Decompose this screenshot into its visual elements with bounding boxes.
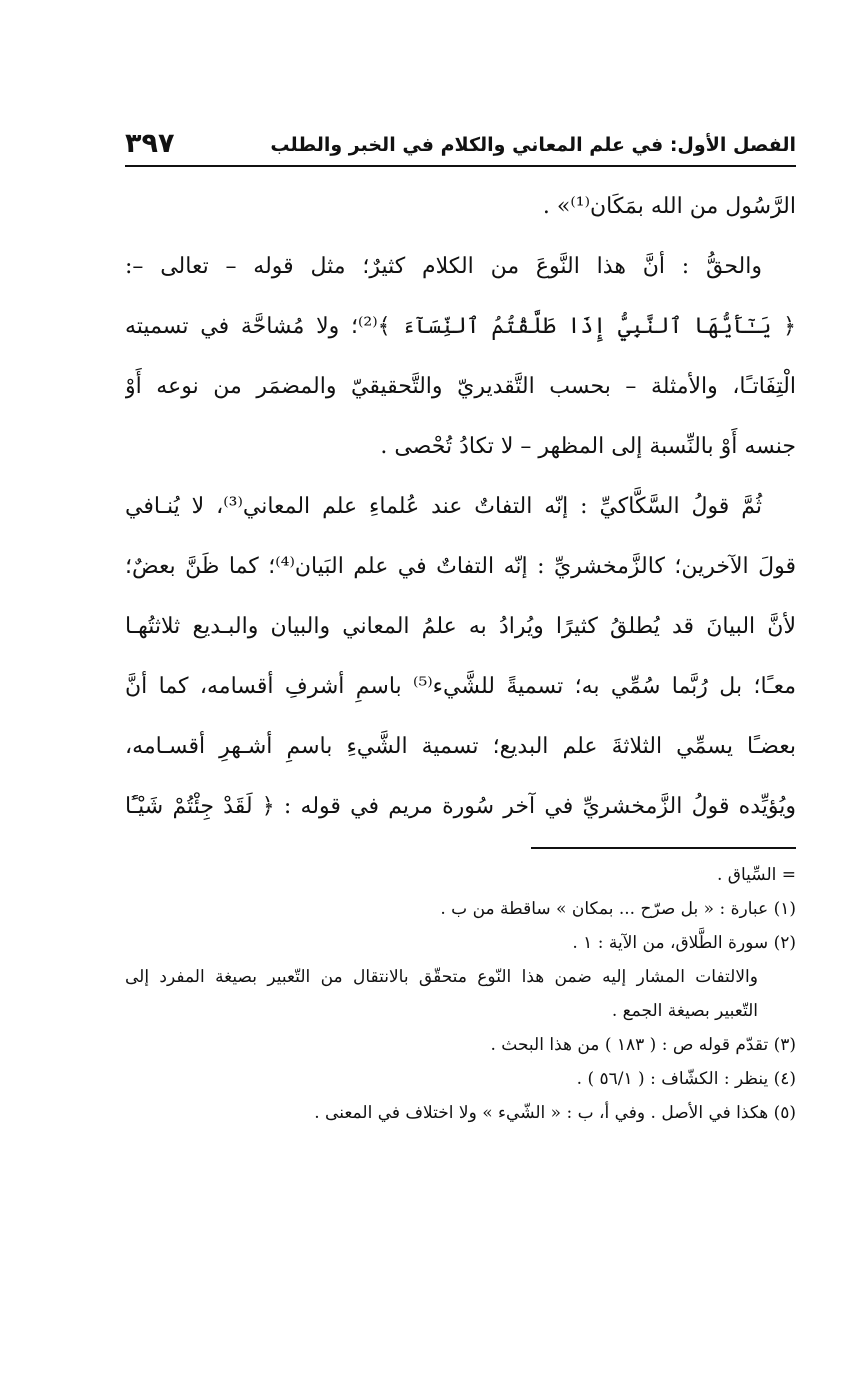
text-line: ثُمَّ قولُ السَّكَّاكيِّ : إنّه التفاتٌ عند عُلماءِ علم المعاني⁽³⁾، لا يُنـافي [125,494,762,519]
text-line: الْتِفَاتـًا، والأمثلة – بحسب التَّقديريّ والتَّحقيقيّ والمضمَر من نوعه أَوْ [125,374,796,399]
text-line: ﴿ يَـٰٓأَيُّهَا ٱلنَّبِيُّ إِذَا طَلَّقْتُمُ ٱلنِّسَآءَ ﴾⁽²⁾؛ ولا مُشاحَّة في تسميته [125,314,796,339]
running-header [125,128,796,164]
header-rule [125,165,796,167]
text-line: معـًا؛ بل رُبَّما سُمِّي به؛ تسميةً للشَّيء⁽⁵⁾ باسمِ أشرفِ أقسامه، كما أنَّ [125,674,796,699]
footnote-line: = السِّياق . [716,865,796,885]
footnote-line: (٢) سورة الطَّلاق، من الآية : ١ . [572,933,796,953]
text-line: قولَ الآخرين؛ كالزَّمخشريِّ : إنّه التفاتٌ في علم البَيان⁽⁴⁾؛ كما ظَنَّ بعضٌ؛ [125,554,796,579]
footnote-line: والالتفات المشار إليه ضمن هذا النّوع متحقّق بالانتقال من التّعبير بصيغة المفرد إلى [125,967,758,987]
text-line: جنسه أَوْ بالنِّسبة إلى المظهر – لا تكادُ تُحْصى . [380,434,796,459]
main-text [125,177,796,837]
chapter-title: الفصل الأول: في علم المعاني والكلام في الخبر والطلب [270,134,796,156]
footnote-line: التّعبير بصيغة الجمع . [611,1001,758,1021]
footnote-separator [531,847,796,849]
text-line: ويُؤيِّده قولُ الزَّمخشريِّ في آخر سُورة مريم في قوله : ﴿ لَقَدْ جِئْتُمْ شَيْـًٔا [125,794,796,819]
footnote-line: (٥) هكذا في الأصل . وفي أ، ب : « الشّيء » ولا اختلاف في المعنى . [314,1103,796,1123]
page-number: ٣٩٧ [125,128,175,159]
text-line: والحقُّ : أنَّ هذا النَّوعَ من الكلام كثيرٌ؛ مثل قوله – تعالى –: [125,254,762,279]
text-line: لأنَّ البيانَ قد يُطلقُ كثيرًا ويُرادُ به علمُ المعاني والبيان والبـديع ثلاثتُهـا [125,614,796,639]
footnotes [125,858,796,1130]
text-line: بعضـًا يسمِّي الثلاثةَ علم البديع؛ تسمية الشَّيءِ باسمِ أشـهرِ أقسـامه، [125,734,796,759]
text-line: الرَّسُول من الله بمَكَان⁽¹⁾» . [542,194,796,219]
footnote-line: (٤) ينظر : الكشّاف : ( ٥٦/١ ) . [576,1069,796,1089]
footnote-line: (١) عبارة : « بل صرّح ... بمكان » ساقطة من ب . [440,899,796,919]
footnote-line: (٣) تقدّم قوله ص : ( ١٨٣ ) من هذا البحث . [490,1035,796,1055]
